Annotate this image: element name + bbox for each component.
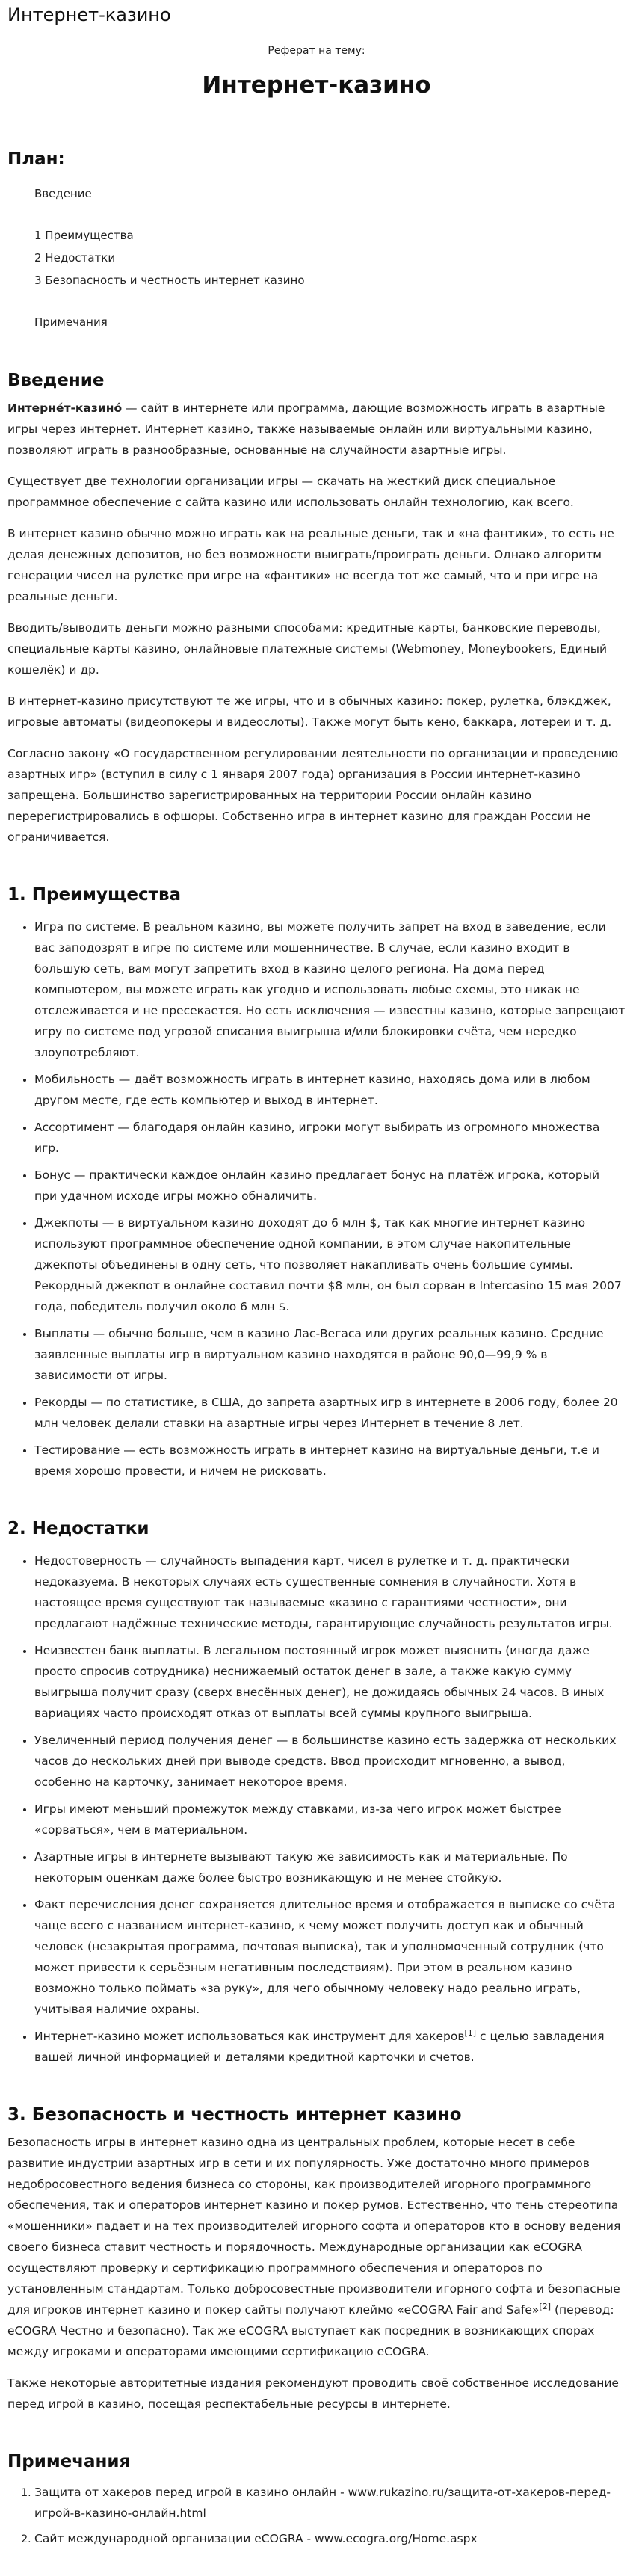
notes-list xyxy=(7,2482,626,2549)
toc-link-advantages[interactable]: 1 Преимущества xyxy=(34,229,134,242)
list-item: • Факт перечисления денег сохраняется длительное время и отображается в выписке со счёта чаще всего с названием интернет-казино, к чему может получить доступ как и обычный человек (незакрытая программа, почтовая выписка), так и уполномоченный сотрудник (что может привести к серьёзным негативным последствиям). При этом в реальном казино возможно только поймать «за руку», для чего обычному человеку надо реально играть, учитывая наличие охраны. xyxy=(34,1894,626,2020)
paragraph-text: (перевод: eCOGRA Честно и безопасно). Так же eCOGRA выступает как посредник в возникающих спорах между игроками и операторами имеющими сертификацию eCOGRA. xyxy=(7,2303,614,2358)
intro-paragraph: В интернет казино обычно можно играть как на реальные деньги, так и «на фантики», то есть не делая денежных депозитов, но без возможности выиграть/проиграть деньги. Однако алгоритм генерации чисел на рулетке при игре на «фантики» не всегда тот же самый, что и при игре на реальные деньги. xyxy=(7,527,614,603)
table-of-contents xyxy=(7,182,626,333)
notes-section xyxy=(7,2449,626,2549)
list-item: • Джекпоты — в виртуальном казино доходят до 6 млн $, так как многие интернет казино используют программное обеспечение одной компании, в этом случае накопительные джекпоты объединены в одну сеть, что позволяет накапливать очень большие суммы. Рекордный джекпот в онлайне составил почти $8 млн, он был сорван в Intercasino 15 мая 2007 года, победитель получил около 6 млн $. xyxy=(34,1212,626,1317)
advantages-heading: 1. Преимущества xyxy=(7,885,182,905)
intro-heading: Введение xyxy=(7,371,105,390)
footnote-ref[interactable]: [1] xyxy=(464,2027,477,2038)
intro-term: Интерне́т-казино́ xyxy=(7,401,123,415)
document-header: Интернет-казино xyxy=(7,4,171,25)
intro-paragraph xyxy=(7,398,626,460)
security-heading: 3. Безопасность и честность интернет казино xyxy=(7,2105,462,2124)
intro-section xyxy=(7,368,626,848)
security-paragraph xyxy=(7,2132,626,2362)
toc-link-intro[interactable]: Введение xyxy=(34,187,92,200)
security-paragraph: Также некоторые авторитетные издания рекомендуют проводить своё собственное исследование перед игрой в казино, посещая респектабельные ресурсы в интернете. xyxy=(7,2376,619,2411)
list-item: • Недостоверность — случайность выпадения карт, чисел в рулетке и т. д. практически недоказуема. В некоторых случаях есть существенные сомнения в случайности. Хотя в настоящее время существуют так называемые «казино с гарантиями честности», они предлагают надёжные технические методы, гарантирующие случайность результатов игры. xyxy=(34,1550,626,1634)
list-item: • Выплаты — обычно больше, чем в казино Лас-Вегаса или других реальных казино. Средние заявленные выплаты игр в виртуальном казино находятся в районе 90,0—99,9 % в зависимости от игры. xyxy=(34,1323,626,1386)
toc-link-disadvantages[interactable]: 2 Недостатки xyxy=(34,251,116,265)
list-item: • Азартные игры в интернете вызывают такую же зависимость как и материальные. По некоторым оценкам даже более быстро возникающую и не менее стойкую. xyxy=(34,1846,626,1888)
security-section xyxy=(7,2102,626,2415)
note-item xyxy=(34,2482,626,2524)
list-item: • Мобильность — даёт возможность играть в интернет казино, находясь дома или в любом другом месте, где есть компьютер и выход в интернет. xyxy=(34,1069,626,1111)
note-link[interactable]: Сайт международной организации eCOGRA - www.ecogra.org/Home.aspx xyxy=(34,2532,478,2545)
advantages-list xyxy=(7,916,626,1482)
list-item: • Рекорды — по статистике, в США, до запрета азартных игр в интернете в 2006 году, более 20 млн человек делали ставки на азартные игры через Интернет в течение 8 лет. xyxy=(34,1392,626,1434)
plan-heading: План: xyxy=(7,150,65,169)
toc-link-security[interactable]: 3 Безопасность и честность интернет казино xyxy=(34,274,305,287)
intro-paragraph: В интернет-казино присутствуют те же игры, что и в обычных казино: покер, рулетка, блэкджек, игровые автоматы (видеопокеры и видеослоты). Также могут быть кено, баккара, лотереи и т. д. xyxy=(7,694,612,729)
list-item: • Неизвестен банк выплаты. В легальном постоянный игрок может выяснить (иногда даже просто спросив сотрудника) неснижаемый остаток денег в зале, а также какую сумму выигрыша получит сразу (сверх внесённых денег), не дожидаясь обычных 24 часов. В иных вариациях часто происходят отказ от выплаты всей суммы крупного выигрыша. xyxy=(34,1640,626,1724)
note-link[interactable]: Защита от хакеров перед игрой в казино онлайн - www.rukazino.ru/защита-от-хакеров-перед-игрой-в-казино-онлайн.html xyxy=(34,2486,611,2520)
disadvantages-heading: 2. Недостатки xyxy=(7,1519,149,1538)
list-item-text: с целью завладения вашей личной информацией и деталями кредитной карточки и счетов. xyxy=(34,2030,605,2064)
toc-spacer xyxy=(34,209,626,224)
intro-definition: — сайт в интернете или программа, дающие возможность играть в азартные игры через интернет. Интернет казино, также называемые онлайн или виртуальными казино, позволяют играть в разнообразные, основанные на случайности азартные игры. xyxy=(7,401,605,457)
document-subtitle: Реферат на тему: xyxy=(268,45,365,57)
intro-paragraph: Существует две технологии организации игры — скачать на жесткий диск специальное программное обеспечение с сайта казино или использовать онлайн технологию, как всего. xyxy=(7,475,574,509)
document-title: Интернет-казино xyxy=(202,72,431,99)
paragraph-text: Безопасность игры в интернет казино одна из центральных проблем, которые несет в себе развитие индустрии азартных игр в сети и их популярность. Уже достаточно много примеров недобросовестного ведения бизнеса со стороны, как производителей игорного программного обеспечения, так и операторов интернет казино и покер румов. Естественно, что тень стереотипа «мошенники» падает и на тех производителей игорного софта и операторов кто в основу ведения своего бизнеса ставит честность и порядочность. Международные организации как eCOGRA осуществляют проверку и сертификацию программного обеспечения и операторов по установленным стандартам. Только добросовестные производители игорного софта и безопасные для игроков интернет казино и покер сайты получают клеймо «eCOGRA Fair and Safe» xyxy=(7,2136,621,2317)
toc-spacer xyxy=(34,292,626,306)
intro-paragraph: Вводить/выводить деньги можно разными способами: кредитные карты, банковские переводы, специальные карты казино, онлайновые платежные системы (Webmoney, Moneybookers, Единый кошелёк) и др. xyxy=(7,621,608,677)
list-item: • Ассортимент — благодаря онлайн казино, игроки могут выбирать из огромного множества игр. xyxy=(34,1117,626,1159)
notes-heading: Примечания xyxy=(7,2452,131,2471)
list-item: • Бонус — практически каждое онлайн казино предлагает бонус на платёж игрока, который при удачном исходе игры можно обналичить. xyxy=(34,1165,626,1207)
disadvantages-section xyxy=(7,1516,626,2068)
list-item: • Игра по системе. В реальном казино, вы можете получить запрет на вход в заведение, если вас заподозрят в игре по системе или мошенничестве. В случае, если казино входит в большую сеть, вам могут запретить вход в казино целого региона. На дома перед компьютером, вы можете играть как угодно и использовать любые схемы, это никак не отслеживается и не пресекается. Но есть исключения — известны казино, которые запрещают игру по системе под угрозой списания выигрыша и/или блокировки счёта, чем нередко злоупотребляют. xyxy=(34,916,626,1063)
list-item: • Игры имеют меньший промежуток между ставками, из-за чего игрок может быстрее «сорваться», чем в материальном. xyxy=(34,1799,626,1840)
list-item-text: Интернет-казино может использоваться как инструмент для хакеров xyxy=(34,2030,465,2043)
list-item: • Тестирование — есть возможность играть в интернет казино на виртуальные деньги, т.е и время хорошо провести, и ничем не рисковать. xyxy=(34,1440,626,1482)
note-item xyxy=(34,2528,626,2549)
disadvantages-list xyxy=(7,1550,626,2068)
advantages-section xyxy=(7,882,626,1482)
toc-numbered-list xyxy=(34,224,626,292)
intro-paragraph: Согласно закону «О государственном регулировании деятельности по организации и проведению азартных игр» (вступил в силу с 1 января 2007 года) организация в России интернет-казино запрещена. Большинство зарегистрированных на территории России онлайн казино перерегистрировались в офшоры. Собственно игра в интернет казино для граждан России не ограничивается. xyxy=(7,747,619,844)
footnote-ref[interactable]: [2] xyxy=(539,2301,552,2311)
toc-link-notes[interactable]: Примечания xyxy=(34,315,108,329)
list-item: • Увеличенный период получения денег — в большинстве казино есть задержка от нескольких часов до нескольких дней при выводе средств. Ввод происходит мгновенно, а вывод, особенно на карточку, занимает некоторое время. xyxy=(34,1730,626,1793)
list-item xyxy=(34,2026,626,2068)
